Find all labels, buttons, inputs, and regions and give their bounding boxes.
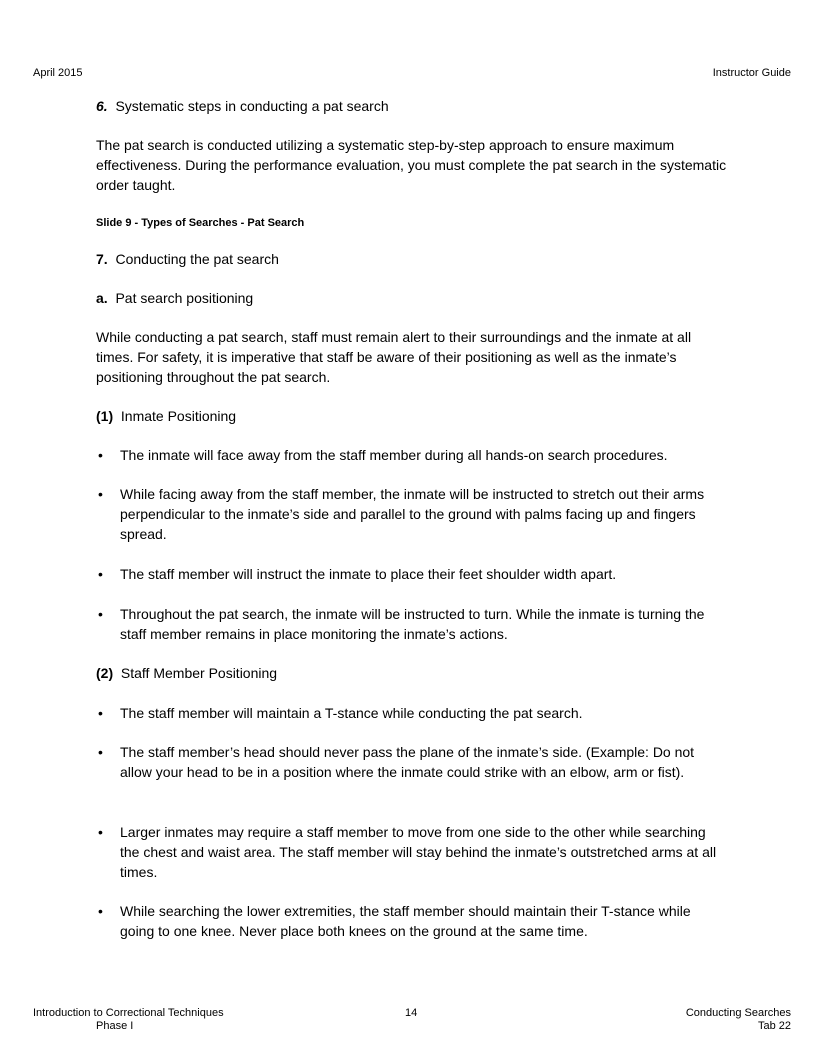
list-item [96,703,728,723]
subsection-a-paragraph: While conducting a pat search, staff must remain alert to their surroundings and the inmate at all times. For safety, it is imperative that staff be aware of their positioning as well as the inmate’s positioning throughout the pat search. [96,329,692,385]
section-7-heading [96,249,728,269]
section-6-heading [96,96,728,116]
section-7-number: 7. [96,251,108,267]
list-item [96,604,728,644]
inmate-positioning-title: Inmate Positioning [120,408,237,424]
footer-page-number: 14 [405,1007,418,1019]
subsection-a-heading [96,288,728,308]
list-item-text: The staff member will instruct the inmate to place their feet shoulder width apart. [120,566,617,582]
list-item [96,445,728,465]
list-item [96,564,728,584]
footer-phase: Phase I [96,1020,134,1032]
inmate-positioning-heading [96,406,728,426]
bullet-marker: • [98,606,103,622]
footer-topic: Conducting Searches [685,1007,791,1019]
subsection-a-letter: a. [96,290,108,306]
section-7-title: Conducting the pat search [115,251,279,267]
footer-tab: Tab 22 [757,1020,791,1032]
header-date: April 2015 [33,67,83,79]
staff-positioning-number: (2) [96,665,114,681]
section-6-title: Systematic steps in conducting a pat search [115,98,389,114]
list-item-text: While searching the lower extremities, the staff member should maintain their T-stance while going to one knee. Never place both knees on the ground at the same time. [120,903,691,939]
bullet-marker: • [98,824,103,840]
header-doc-type: Instructor Guide [712,67,791,79]
section-6-number: 6. [96,98,108,114]
list-item-text: The staff member will maintain a T-stance while conducting the pat search. [120,705,583,721]
bullet-marker: • [98,566,103,582]
list-item-text: Throughout the pat search, the inmate will be instructed to turn. While the inmate is turning the staff member remains in place monitoring the inmate’s actions. [120,606,705,642]
footer-course: Introduction to Correctional Techniques [33,1007,224,1019]
staff-positioning-heading [96,663,728,683]
bullet-marker: • [98,705,103,721]
subsection-a-title: Pat search positioning [115,290,254,306]
bullet-marker: • [98,486,103,502]
list-item [96,484,728,544]
bullet-marker: • [98,744,103,760]
list-item [96,742,728,782]
list-item [96,901,728,941]
staff-positioning-title: Staff Member Positioning [120,665,278,681]
bullet-marker: • [98,447,103,463]
list-item-text: Larger inmates may require a staff member to move from one side to the other while searching the chest and waist area. The staff member will stay behind the inmate’s outstretched arms at all times. [120,824,717,880]
list-item-text: The staff member’s head should never pass the plane of the inmate’s side. (Example: Do not allow your head to be in a position where the inmate could strike with an elbow, arm or fist). [120,744,695,780]
section-6-paragraph: The pat search is conducted utilizing a systematic step-by-step approach to ensure maximum effectiveness. During the performance evaluation, you must complete the pat search in the systematic order taught. [96,137,727,193]
bullet-marker: • [98,903,103,919]
list-item-text: The inmate will face away from the staff member during all hands-on search procedures. [120,447,668,463]
inmate-positioning-number: (1) [96,408,114,424]
list-item-text: While facing away from the staff member, the inmate will be instructed to stretch out their arms perpendicular to the inmate’s side and parallel to the ground with palms facing up and fingers spread. [120,486,705,542]
list-item [96,822,728,882]
slide-note: Slide 9 - Types of Searches - Pat Search [96,217,305,229]
